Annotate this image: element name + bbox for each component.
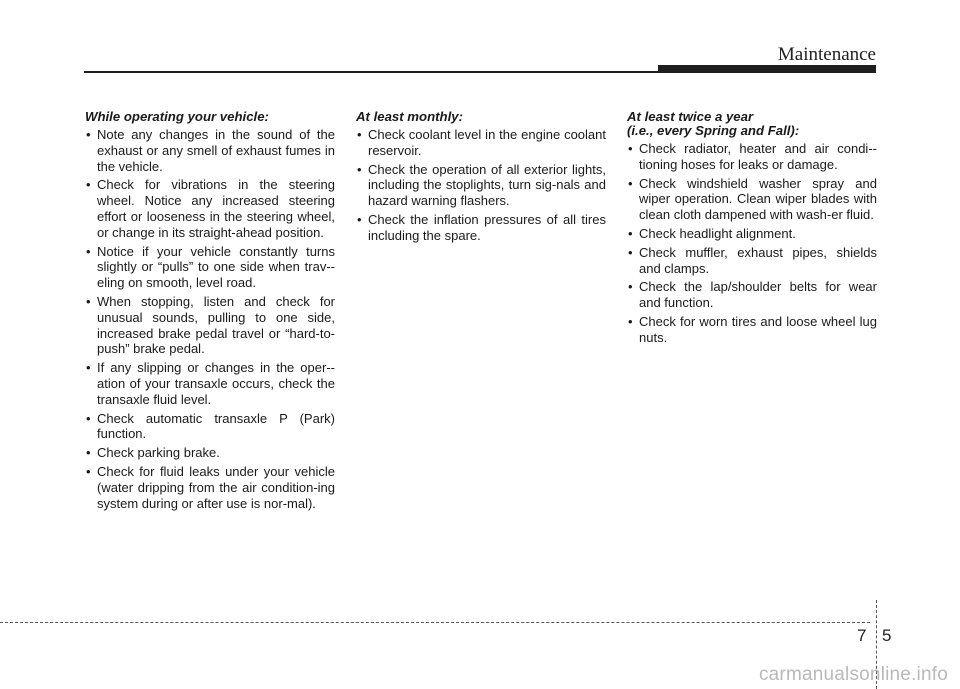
column-heading bbox=[356, 110, 606, 124]
bullet-icon: • bbox=[86, 243, 91, 259]
list-item: • Note any changes in the sound of the exhaust or any smell of exhaust fumes in the vehicle. bbox=[86, 127, 335, 174]
bullet-icon: • bbox=[628, 313, 633, 329]
bullet-icon: • bbox=[628, 244, 633, 260]
list-item: • Check coolant level in the engine coolant reservoir. bbox=[357, 127, 606, 158]
footer-divider bbox=[0, 622, 870, 623]
heading-line: (i.e., every Spring and Fall): bbox=[627, 123, 800, 138]
list-item: • Check for worn tires and loose wheel lug nuts. bbox=[628, 313, 877, 345]
bullet-icon: • bbox=[357, 161, 362, 177]
column-operating bbox=[85, 110, 335, 514]
page-number: 5 bbox=[882, 626, 892, 645]
heading-line: At least monthly: bbox=[356, 109, 463, 124]
column-monthly bbox=[356, 110, 606, 247]
heading-line: At least twice a year bbox=[627, 109, 754, 124]
list-item: • Check muffler, exhaust pipes, shields and clamps. bbox=[628, 244, 877, 276]
bullet-icon: • bbox=[86, 360, 91, 376]
list-item: • Check for fluid leaks under your vehicle (water dripping from the air condition-ing system during or after use is nor-mal). bbox=[86, 463, 335, 511]
checklist bbox=[627, 141, 877, 346]
header-rule-thin bbox=[84, 71, 664, 73]
list-item: • Check headlight alignment. bbox=[628, 225, 796, 241]
list-item: • Check the inflation pressures of all tires including the spare. bbox=[357, 211, 606, 243]
chapter-number: 7 bbox=[857, 626, 867, 645]
watermark: carmanualsonline.info bbox=[758, 664, 948, 685]
bullet-icon: • bbox=[86, 410, 91, 426]
bullet-icon: • bbox=[628, 175, 633, 191]
bullet-icon: • bbox=[628, 225, 633, 241]
list-item: • Check for vibrations in the steering wheel. Notice any increased steering effort or looseness in the steering wheel, or change in its straight-ahead position. bbox=[86, 177, 335, 240]
list-item: • Check parking brake. bbox=[86, 445, 220, 461]
header-rule-thick bbox=[658, 65, 876, 73]
bullet-icon: • bbox=[86, 445, 91, 461]
list-item: • Check the lap/shoulder belts for wear and function. bbox=[628, 279, 877, 311]
column-twice-yearly bbox=[627, 110, 877, 349]
list-item: • Check automatic transaxle P (Park) function. bbox=[86, 410, 335, 442]
bullet-icon: • bbox=[86, 127, 91, 142]
column-heading bbox=[627, 110, 877, 138]
list-item: • Notice if your vehicle constantly turns slightly or “pulls” to one side when trav-eling on smooth, level road. bbox=[86, 243, 335, 291]
bullet-icon: • bbox=[86, 463, 91, 479]
bullet-icon: • bbox=[357, 211, 362, 227]
bullet-icon: • bbox=[357, 127, 362, 142]
bullet-icon: • bbox=[86, 293, 91, 309]
list-item: • Check the operation of all exterior lights, including the stoplights, turn sig-nals and hazard warning flashers. bbox=[357, 161, 606, 209]
list-item: • Check radiator, heater and air condi-tioning hoses for leaks or damage. bbox=[628, 141, 877, 172]
list-item: • If any slipping or changes in the oper-ation of your transaxle occurs, check the transaxle fluid level. bbox=[86, 360, 335, 407]
bullet-icon: • bbox=[86, 177, 91, 193]
bullet-icon: • bbox=[628, 141, 633, 156]
checklist bbox=[85, 127, 335, 511]
heading-line: While operating your vehicle: bbox=[85, 109, 269, 124]
section-title: Maintenance bbox=[777, 44, 876, 65]
column-heading bbox=[85, 110, 335, 124]
list-item: • Check windshield washer spray and wiper operation. Clean wiper blades with clean cloth dampened with wash-er fluid. bbox=[628, 175, 877, 223]
list-item: • When stopping, listen and check for unusual sounds, pulling to one side, increased brake pedal travel or “hard-to-push” brake pedal. bbox=[86, 293, 335, 357]
bullet-icon: • bbox=[628, 279, 633, 295]
checklist bbox=[356, 127, 606, 244]
